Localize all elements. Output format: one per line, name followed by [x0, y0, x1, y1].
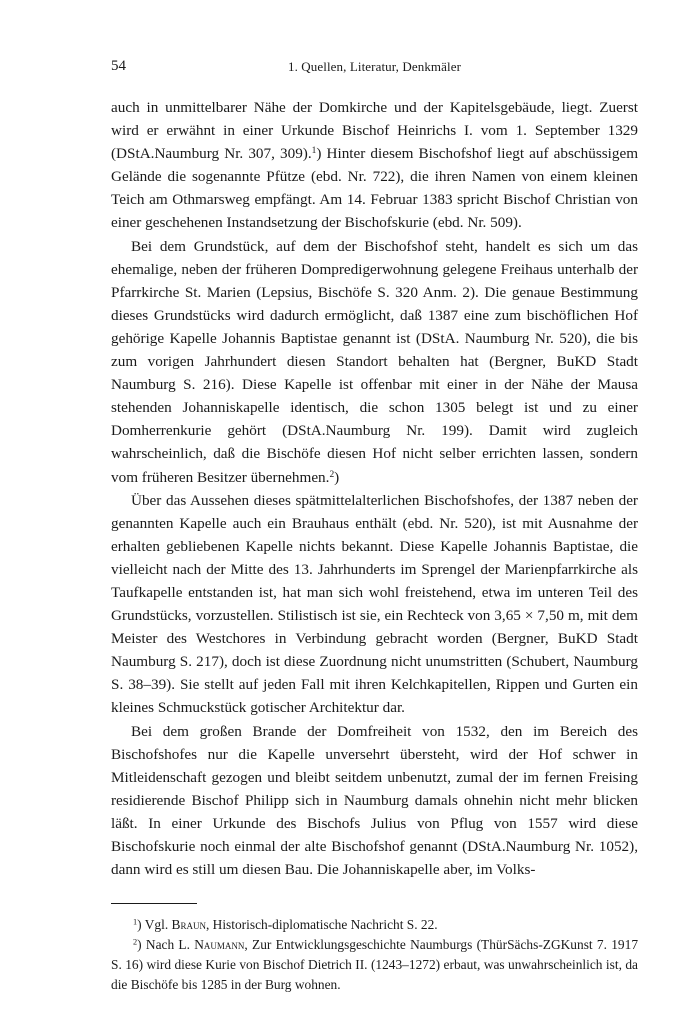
paragraph-text: Bei dem großen Brande der Domfreiheit von 1532, den im Bereich des Bischofshofes nur die Kapelle unversehrt übersteht, wird der Hof schwer in Mitleidenschaft gezogen und bleibt seitdem unbenutzt, zumal der im fernen Freising residierende Bischof Philipp sich in Naumburg damals ohnehin nicht mehr blicken läßt. In einer Urkunde des Bischofs Julius von Pflug von 1557 wird diese Bischofskurie noch einmal der alte Bischofshof genannt (DStA.Naumburg Nr. 1052), dann wird es still um diesen Bau. Die Johanniskapelle aber, im Volks-	[111, 722, 638, 879]
footnote-text: Vgl.	[144, 917, 172, 933]
footnote-ref: 1	[311, 146, 317, 157]
footnote-author: Naumann	[194, 937, 245, 953]
footnote: $^1$) Vgl. Braun, Historisch-diplomatische Nachricht S. 22.	[133, 917, 438, 933]
paragraph-text: Bei dem Grundstück, auf dem der Bischofshof steht, handelt es sich um das ehemalige, neben der früheren Dompredigerwohnung gelegene Freihaus unterhalb der Pfarrkirche St. Marien (Lepsius, Bischöfe S. 320 Anm. 2). Die genaue Bestimmung dieses Grundstücks wird dadurch ermöglicht, daß 1387 eine zum bischöflichen Hof gehörige Kapelle Johannis Baptistae genannt ist (DStA. Naumburg Nr. 520), die bis zum vorigen Jahrhundert diesen Standort behalten hat (Bergner, BuKD Stadt Naumburg S. 216). Diese Kapelle ist offenbar mit einer in der Nähe der Mausa stehenden Johanniskapelle identisch, die schon 1305 belegt ist und zu einer Domherrenkurie gehört (DStA.Naumburg Nr. 199). Damit wird zugleich wahrscheinlich, daß die Bischöfe diesen Hof nicht selber errichten lassen, sondern vom früheren Besitzer übernehmen.	[111, 237, 638, 486]
footnote-text: , Zur Entwicklungsgeschichte Naumburgs (ThürSächs-ZGKunst 7. 1917 S. 16) wird diese Kurie von Bischof Dietrich II. (1243–1272) erbaut, was unwahrscheinlich ist, da die Bischöfe bis 1285 in der Burg wohnen.	[111, 937, 639, 993]
paragraph-text: Über das Aussehen dieses spätmittelalterlichen Bischofshofes, der 1387 neben der genannten Kapelle auch ein Brauhaus enthält (ebd. Nr. 520), ist mit Ausnahme der erhalten gebliebenen Kapelle nichts bekannt. Diese Kapelle Johannis Baptistae, die vielleicht nach der Mitte des 13. Jahrhunderts im Sprengel der Marienpfarrkirche als Taufkapelle entstanden ist, hat man sich wohl freistehend, etwa im unteren Teil des Grundstücks, vorzustellen. Stilistisch ist sie, ein Rechteck von 3,65 × 7,50 m, mit dem Meister des Westchores in Verbindung gebracht worden (Bergner, BuKD Stadt Naumburg S. 217), doch ist diese Zuordnung nicht unumstritten (Schubert, Naumburg S. 38–39). Sie stellt auf jeden Fall mit ihren Kelchkapitellen, Rippen und Gurten ein kleines Schmuckstück gotischer Architektur dar.	[111, 491, 638, 717]
document-page	[111, 58, 638, 995]
running-title: 1. Quellen, Literatur, Denkmäler	[287, 59, 462, 74]
body-text	[111, 96, 638, 881]
footnote-ref: 2	[329, 469, 335, 480]
paragraph: auch in unmittelbarer Nähe der Domkirche und der Kapitelsgebäude, liegt. Zuerst wird er erwähnt in einer Urkunde Bischof Heinrichs I. vom 1. September 1329 (DStA.Naumburg Nr. 307, 309).$^1$) Hinter diesem Bischofshof liegt auf abschüssigem Gelände die sogenannte Pfütze (ebd. Nr. 722), die ihren Namen von einem kleinen Teich am Othmarsweg empfängt. Am 14. Februar 1383 spricht Bischof Christian von einer geschehenen Instandsetzung der Bischofskurie (ebd. Nr. 509).	[111, 99, 639, 232]
footnote-marker: 1	[133, 917, 138, 927]
footnote-text: , Historisch-diplomatische Nachricht S. 22.	[205, 917, 438, 933]
footnote-divider	[111, 903, 197, 904]
paragraph: Bei dem Grundstück, auf dem der Bischofshof steht, handelt es sich um das ehemalige, neben der früheren Dompredigerwohnung gelegene Freihaus unterhalb der Pfarrkirche St. Marien (Lepsius, Bischöfe S. 320 Anm. 2). Die genaue Bestimmung dieses Grundstücks wird dadurch ermöglicht, daß 1387 eine zum bischöflichen Hof gehörige Kapelle Johannis Baptistae genannt ist (DStA. Naumburg Nr. 520), die bis zum vorigen Jahrhundert diesen Standort behalten hat (Bergner, BuKD Stadt Naumburg S. 216). Diese Kapelle ist offenbar mit einer in der Nähe der Mausa stehenden Johanniskapelle identisch, die schon 1305 belegt ist und zu einer Domherrenkurie gehört (DStA.Naumburg Nr. 199). Damit wird zugleich wahrscheinlich, daß die Bischöfe diesen Hof nicht selber errichten lassen, sondern vom früheren Besitzer übernehmen.$^2$)	[111, 237, 638, 486]
page-number: 54	[111, 58, 126, 74]
footnote-text: Nach L.	[145, 937, 195, 953]
footnotes	[111, 915, 638, 995]
paragraph-text: Hinter diesem Bischofshof liegt auf abschüssigem Gelände die sogenannte Pfütze (ebd. Nr. 722), die ihren Namen von einem kleinen Teich am Othmarsweg empfängt. Am 14. Februar 1383 spricht Bischof Christian von einer geschehenen Instandsetzung der Bischofskurie (ebd. Nr. 509).	[111, 145, 639, 232]
running-head	[111, 58, 638, 80]
paragraph-text: auch in unmittelbarer Nähe der Domkirche und der Kapitelsgebäude, liegt. Zuerst wird er erwähnt in einer Urkunde Bischof Heinrichs I. vom 1. September 1329 (DStA.Naumburg Nr. 307, 309).	[111, 99, 638, 163]
footnote-author: Braun	[171, 917, 206, 933]
footnote-marker: 2	[133, 937, 138, 947]
paragraph	[111, 720, 638, 882]
paragraph	[111, 489, 638, 720]
footnote: $^2$) Nach L. Naumann, Zur Entwicklungsgeschichte Naumburgs (ThürSächs-ZGKunst 7. 1917 S. 16) wird diese Kurie von Bischof Dietrich II. (1243–1272) erbaut, was unwahrscheinlich ist, da die Bischöfe bis 1285 in der Burg wohnen.	[111, 937, 639, 993]
